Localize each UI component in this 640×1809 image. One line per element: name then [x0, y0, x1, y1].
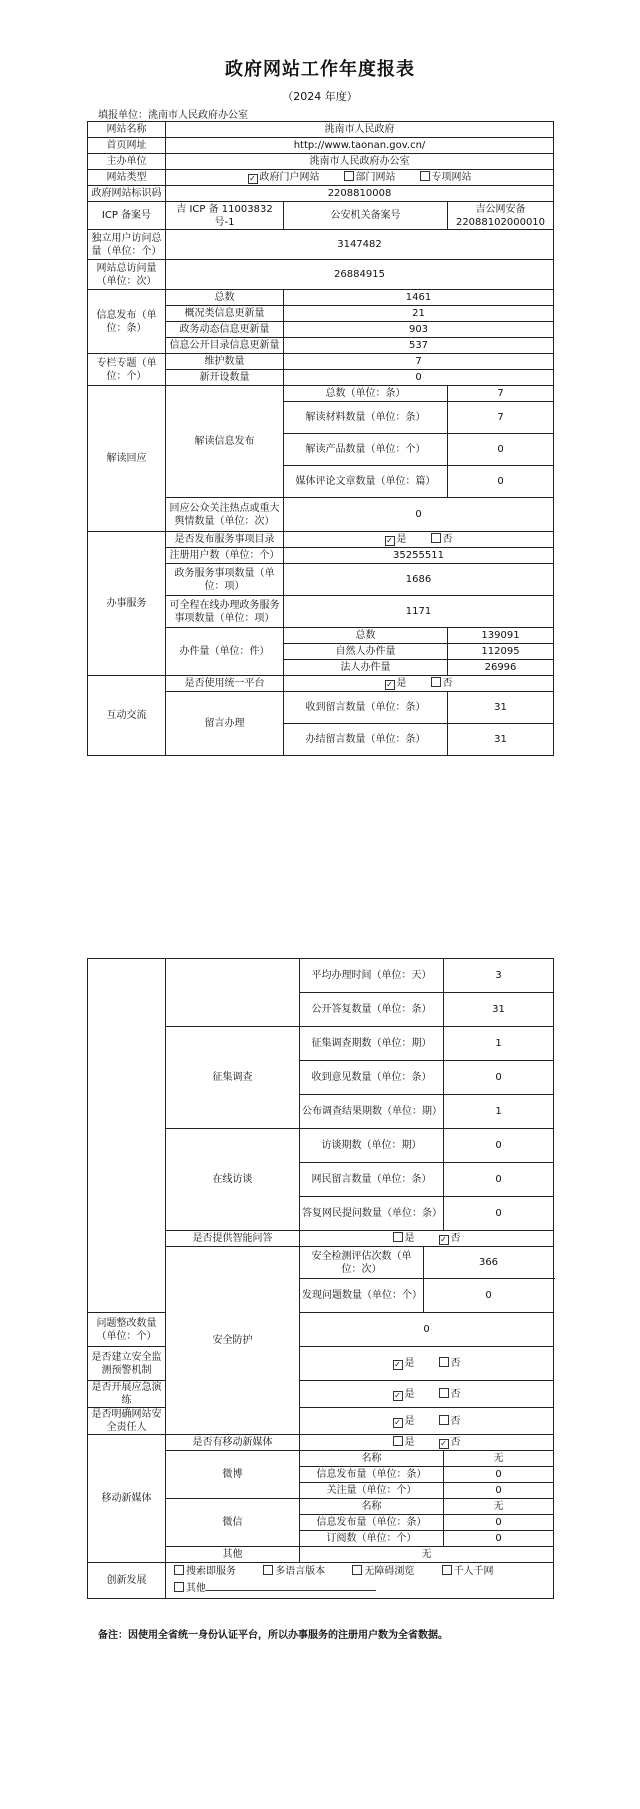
row-value: 无: [444, 1499, 554, 1515]
row-value: 903: [284, 322, 554, 338]
row-label: 征集调查期数（单位：期）: [300, 1027, 444, 1061]
yes-no-label: 否: [450, 1415, 461, 1427]
innovation-option: 多语言版本: [275, 1566, 326, 1577]
checkbox: ✓: [249, 174, 256, 183]
row-label: 名称: [300, 1451, 444, 1467]
row-label: 办结留言数量（单位：条）: [284, 724, 448, 756]
row-label: 是否发布服务事项目录: [166, 532, 284, 548]
row-label: 维护数量: [166, 354, 284, 370]
row-label: 是否使用统一平台: [166, 676, 284, 692]
label-cell: ICP 备案号: [88, 202, 166, 230]
row-value: 0: [284, 498, 554, 532]
row-value: 21: [284, 306, 554, 322]
sub-section-label: 微博: [166, 1451, 300, 1499]
row-value: 无: [444, 1451, 554, 1467]
row-label: 办件量（单位：件）: [166, 628, 284, 676]
row-label: 信息发布量（单位：条）: [300, 1467, 444, 1483]
yes-no-label: 是: [396, 534, 407, 545]
row-value: 7: [284, 354, 554, 370]
row-label: 解读产品数量（单位：个）: [284, 434, 448, 466]
row-label: 访谈期数（单位：期）: [300, 1129, 444, 1163]
yes-no-label: 是: [404, 1388, 415, 1400]
homepage-url: http://www.taonan.gov.cn/: [166, 138, 554, 154]
checkbox: ✓: [386, 536, 393, 545]
yes-no-label: 否: [450, 1233, 461, 1244]
row-label: 是否明确网站安全责任人: [88, 1408, 166, 1435]
row-label: 公开答复数量（单位：条）: [300, 993, 444, 1027]
report-table-page2: [87, 958, 554, 1599]
yes-no-cell: [300, 1408, 554, 1435]
sponsor: 洮南市人民政府办公室: [166, 154, 554, 170]
section-label: 安全防护: [166, 1247, 300, 1435]
row-label: 网民留言数量（单位：条）: [300, 1163, 444, 1197]
row-value: 1: [444, 1095, 554, 1129]
yes-no-label: 是: [404, 1437, 415, 1448]
row-value: 0: [284, 370, 554, 386]
checkbox: [263, 1565, 273, 1575]
row-value: 0: [444, 1515, 554, 1531]
row-label: 媒体评论文章数量（单位：篇）: [284, 466, 448, 498]
section-label: 互动交流: [88, 676, 166, 756]
row-value: 7: [448, 402, 554, 434]
checkbox: [439, 1388, 449, 1398]
row-label: 订阅数（单位：个）: [300, 1531, 444, 1547]
row-label: 是否建立安全监测预警机制: [88, 1347, 166, 1381]
sub-section-label: 在线访谈: [166, 1129, 300, 1231]
site-type-option: 专项网站: [431, 172, 472, 183]
checkbox: [431, 533, 441, 543]
yes-no-cell: [284, 532, 554, 548]
yes-no-label: 否: [450, 1358, 461, 1369]
row-label: 是否有移动新媒体: [166, 1435, 300, 1451]
row-label: 是否提供智能问答: [166, 1231, 300, 1247]
row-label: 解读材料数量（单位：条）: [284, 402, 448, 434]
site-type-option: 部门网站: [355, 172, 396, 183]
yes-no-label: 是: [404, 1233, 415, 1244]
row-value: 26996: [448, 660, 554, 676]
row-label: 其他: [166, 1547, 300, 1563]
label-cell: 首页网址: [88, 138, 166, 154]
row-label: 名称: [300, 1499, 444, 1515]
row-value: 112095: [448, 644, 554, 660]
row-label: 发现问题数量（单位：个）: [300, 1279, 424, 1313]
yes-no-cell: [300, 1381, 554, 1408]
site-name: 洮南市人民政府: [166, 122, 554, 138]
report-table-page1: [87, 121, 554, 756]
row-label: 信息公开目录信息更新量: [166, 338, 284, 354]
checkbox: ✓: [440, 1235, 447, 1244]
row-label: 新开设数量: [166, 370, 284, 386]
label-cell: 网站名称: [88, 122, 166, 138]
row-value: 无: [300, 1547, 554, 1563]
yes-no-label: 否: [450, 1388, 461, 1400]
innovation-option: 无障碍浏览: [364, 1566, 415, 1577]
row-value: 31: [444, 993, 554, 1027]
checkbox: [393, 1232, 403, 1242]
sub-section-label: 解读信息发布: [166, 386, 284, 498]
row-label: 概况类信息更新量: [166, 306, 284, 322]
row-label: 问题整改数量（单位：个）: [88, 1313, 166, 1347]
row-value: 0: [444, 1483, 554, 1499]
row-value: 1171: [284, 596, 554, 628]
row-value: 0: [444, 1467, 554, 1483]
yes-no-label: 否: [442, 534, 453, 545]
section-continued: [88, 959, 166, 1313]
sub-section-label: 征集调查: [166, 1027, 300, 1129]
row-label: 平均办理时间（单位：天）: [300, 959, 444, 993]
yes-no-label: 是: [404, 1415, 415, 1427]
checkbox: [439, 1415, 449, 1425]
row-label: 政务服务事项数量（单位：项）: [166, 564, 284, 596]
row-label: 关注量（单位：个）: [300, 1483, 444, 1499]
checkbox: [393, 1436, 403, 1446]
row-label: 总数: [166, 290, 284, 306]
row-value: 0: [444, 1129, 554, 1163]
label-cell: 主办单位: [88, 154, 166, 170]
section-label: 专栏专题（单位：个）: [88, 354, 166, 386]
police-number: 吉公网安备 22088102000010: [448, 202, 554, 230]
row-label: 答复网民提问数量（单位：条）: [300, 1197, 444, 1231]
icp-number: 吉 ICP 备 11003832 号-1: [166, 202, 284, 230]
checkbox: [439, 1357, 449, 1367]
unique-visitors: 3147482: [166, 230, 554, 260]
checkbox: [442, 1565, 452, 1575]
checkbox: [344, 171, 354, 181]
row-label: 注册用户数（单位：个）: [166, 548, 284, 564]
row-value: 1: [444, 1027, 554, 1061]
row-label: 可全程在线办理政务服务事项数量（单位：项）: [166, 596, 284, 628]
checkbox: ✓: [386, 680, 393, 689]
site-type-options: [166, 170, 554, 186]
section-label: 创新发展: [88, 1563, 166, 1599]
checkbox: [174, 1582, 184, 1592]
section-label: 信息发布（单位：条）: [88, 290, 166, 354]
row-value: 0: [448, 466, 554, 498]
yes-no-cell: [300, 1435, 554, 1451]
row-label: 公布调查结果期数（单位：期）: [300, 1095, 444, 1129]
row-value: 139091: [448, 628, 554, 644]
row-value: 31: [448, 724, 554, 756]
label-cell: 网站类型: [88, 170, 166, 186]
label-cell: 独立用户访问总量（单位：个）: [88, 230, 166, 260]
innovation-other: 其他: [186, 1583, 206, 1594]
yes-no-label: 否: [450, 1437, 461, 1448]
row-label: 是否开展应急演练: [88, 1381, 166, 1408]
row-value: 0: [300, 1313, 554, 1347]
yes-no-label: 是: [396, 678, 407, 689]
sub-section-label: 留言办理: [166, 692, 284, 756]
row-value: 0: [448, 434, 554, 466]
row-label: 自然人办件量: [284, 644, 448, 660]
checkbox: [352, 1565, 362, 1575]
row-label: 收到留言数量（单位：条）: [284, 692, 448, 724]
checkbox: [174, 1565, 184, 1575]
row-label: 法人办件量: [284, 660, 448, 676]
row-value: 0: [424, 1279, 554, 1313]
report-title: 政府网站工作年度报表: [225, 59, 415, 80]
row-value: 0: [444, 1531, 554, 1547]
yes-no-cell: [300, 1347, 554, 1381]
row-value: 0: [444, 1197, 554, 1231]
yes-no-label: 是: [404, 1358, 415, 1369]
checkbox: ✓: [394, 1417, 401, 1427]
innovation-options: [166, 1563, 554, 1599]
row-label: 收到意见数量（单位：条）: [300, 1061, 444, 1095]
report-year: （2024 年度）: [282, 90, 358, 103]
innovation-option: 搜索即服务: [186, 1566, 236, 1577]
row-label: 信息发布量（单位：条）: [300, 1515, 444, 1531]
section-label: 移动新媒体: [88, 1435, 166, 1563]
label-cell: 网站总访问量（单位：次）: [88, 260, 166, 290]
checkbox: ✓: [394, 1360, 401, 1369]
label-cell: 公安机关备案号: [284, 202, 448, 230]
row-label: 总数（单位：条）: [284, 386, 448, 402]
site-type-option: 政府门户网站: [259, 172, 320, 183]
yes-no-cell: [300, 1231, 554, 1247]
row-value: 31: [448, 692, 554, 724]
row-label: 回应公众关注热点或重大舆情数量（单位：次）: [166, 498, 284, 532]
checkbox: ✓: [394, 1390, 401, 1400]
checkbox: [420, 171, 430, 181]
row-value: 537: [284, 338, 554, 354]
row-label: 总数: [284, 628, 448, 644]
site-id: 2208810008: [166, 186, 554, 202]
row-value: 3: [444, 959, 554, 993]
row-value: 366: [424, 1247, 554, 1279]
row-value: 0: [444, 1061, 554, 1095]
yes-no-label: 否: [442, 678, 453, 689]
checkbox: [431, 677, 441, 687]
sub-section-label: 微信: [166, 1499, 300, 1547]
row-value: 1461: [284, 290, 554, 306]
section-label: 办事服务: [88, 532, 166, 676]
checkbox: ✓: [440, 1439, 447, 1448]
row-label: 政务动态信息更新量: [166, 322, 284, 338]
row-value: 0: [444, 1163, 554, 1197]
page-views: 26884915: [166, 260, 554, 290]
footnote: 备注：因使用全省统一身份认证平台，所以办事服务的注册用户数为全省数据。: [98, 1630, 448, 1641]
section-label: 解读回应: [88, 386, 166, 532]
row-value: 1686: [284, 564, 554, 596]
sub-section-continued: [166, 959, 300, 1027]
label-cell: 政府网站标识码: [88, 186, 166, 202]
yes-no-cell: [284, 676, 554, 692]
filling-unit: 填报单位：洮南市人民政府办公室: [98, 110, 248, 121]
row-value: 7: [448, 386, 554, 402]
row-label: 安全检测评估次数（单位：次）: [300, 1247, 424, 1279]
row-value: 35255511: [284, 548, 554, 564]
innovation-option: 千人千网: [453, 1566, 494, 1577]
